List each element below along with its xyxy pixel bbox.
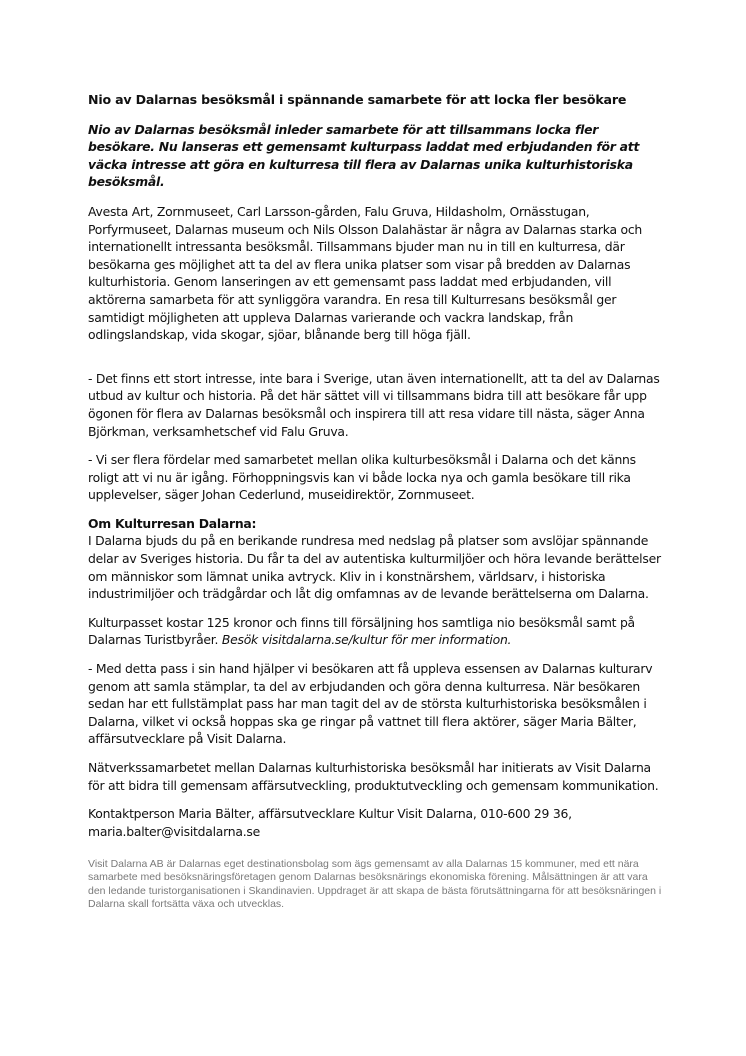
- press-release-body: [88, 91, 668, 851]
- footer-note: Visit Dalarna AB är Dalarnas eget destinationsbolag som ägs gemensamt av alla Dalarnas 15 kommuner, med ett nära samarbete med besöksnäringsföretagen genom Dalarnas besöksnärings ekonomiska förening. Målsättningen är att vara den ledande turistorganisationen i Skandinavien. Uppdraget är att skapa de bästa förutsättningarna för att besöksnäringen i Dalarna skall fortsätta växa och utvecklas.: [88, 858, 662, 911]
- body-paragraph: Avesta Art, Zornmuseet, Carl Larsson-gården, Falu Gruva, Hildasholm, Ornässtugan, Porfyrmuseet, Dalarnas museum och Nils Olsson Dalahästar är några av Dalarnas starka och internationellt intressanta besöksmål. Tillsammans bjuder man nu in till en kulturresa, där besökarna ges möjlighet att ta del av flera unika platser som visar på bredden av Dalarnas kulturhistoria. Genom lanseringen av ett gemensamt pass laddat med erbjudanden, vill aktörerna samarbeta för att synliggöra varandra. En resa till Kulturresans besöksmål ger samtidigt möjligheten att uppleva Dalarnas varierande och vackra landskap, från odlingslandskap, vida skogar, sjöar, blånande berg till höga fjäll.: [88, 203, 642, 343]
- quote-paragraph: - Det finns ett stort intresse, inte bara i Sverige, utan även internationellt, att ta del av Dalarnas utbud av kultur och historia. På det här sättet vill vi tillsammans bidra till att besökare får upp ögonen för flera av Dalarnas besöksmål och inspirera till att resa vidare till nästa, säger Anna Björkman, verksamhetschef vid Falu Gruva.: [88, 370, 660, 439]
- about-heading: Om Kulturresan Dalarna:: [88, 515, 257, 531]
- lead-paragraph: Nio av Dalarnas besöksmål inleder samarbete för att tillsammans locka fler besökare. Nu lanseras ett gemensamt kulturpass laddat med erbjudanden för att väcka intresse att göra en kulturresa till flera av Dalarnas unika kulturhistoriska besöksmål.: [88, 121, 640, 190]
- quote-paragraph: - Vi ser flera fördelar med samarbetet mellan olika kulturbesöksmål i Dalarna och det känns roligt att vi nu är igång. Förhoppningsvis kan vi både locka nya och gamla besökare till rika upplevelser, säger Johan Cederlund, museidirektör, Zornmuseet.: [88, 452, 636, 503]
- contact-email-link[interactable]: maria.balter@visitdalarna.se: [88, 823, 260, 839]
- network-paragraph: Nätverkssamarbetet mellan Dalarnas kulturhistoriska besöksmål har initierats av Visit Dalarna för att bidra till gemensam affärsutveckling, produktutveckling och gemensam kommunikation.: [88, 760, 659, 793]
- page-title: Nio av Dalarnas besöksmål i spännande samarbete för att locka fler besökare: [88, 92, 627, 107]
- price-paragraph: [88, 614, 668, 649]
- about-intro: I Dalarna bjuds du på en berikande rundresa med nedslag på platser som avslöjar spännande delar av Sveriges historia. Du får ta del av autentiska kulturmiljöer och höra levande berättelser om människor som lämnat unika avtryck. Kliv in i konstnärshem, världsarv, i historiska industrimiljöer och trädgårdar och låt dig omfamnas av de levande berättelserna om Dalarna.: [88, 533, 661, 602]
- about-quote: - Med detta pass i sin hand hjälper vi besökaren att få uppleva essensen av Dalarnas kulturarv genom att samla stämplar, ta del av erbjudanden och göra denna kulturresa. När besökaren sedan har ett fullstämplat pass har man tagit del av de största kulturhistoriska besöksmålen i Dalarna, vilket vi också hoppas ska ge ringar på vattnet till flera aktörer, säger Maria Bälter, affärsutvecklare på Visit Dalarna.: [88, 661, 653, 747]
- price-text: Kulturpasset kostar 125 kronor och finns till försäljning hos samtliga nio besöksmål samt på Dalarnas Turistbyråer.: [88, 614, 635, 648]
- contact-paragraph: [88, 805, 668, 840]
- info-link[interactable]: Besök visitdalarna.se/kultur för mer information.: [221, 632, 512, 648]
- contact-line: Kontaktperson Maria Bälter, affärsutvecklare Kultur Visit Dalarna, 010-600 29 36,: [88, 806, 572, 822]
